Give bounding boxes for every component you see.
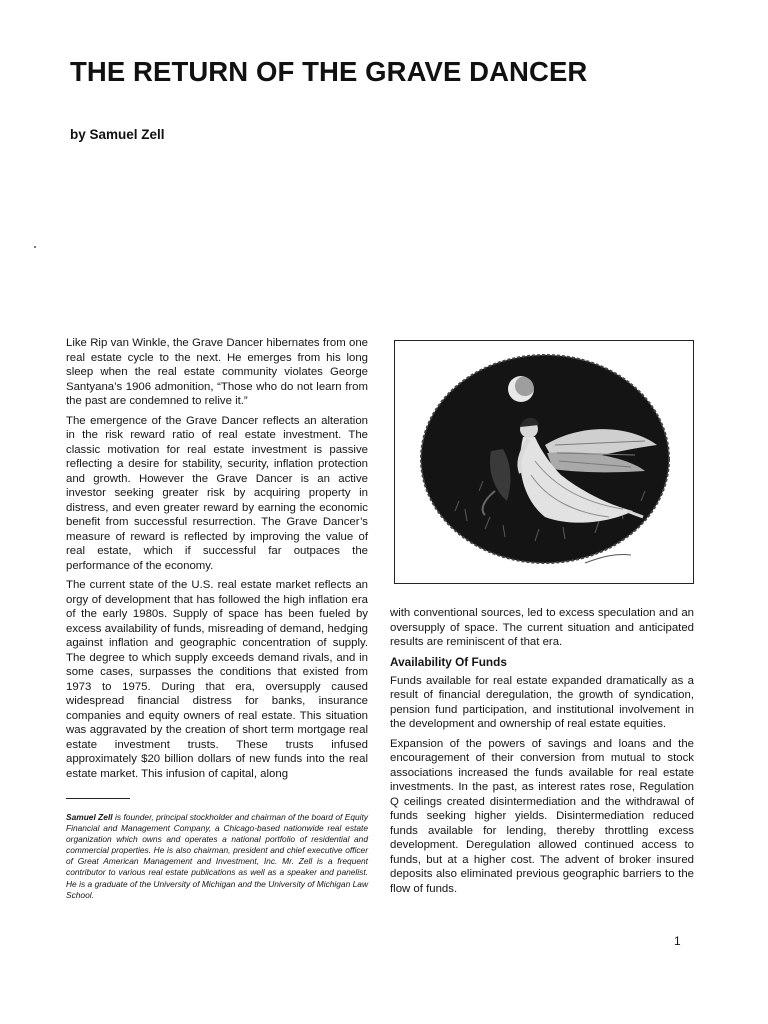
left-column	[66, 336, 368, 906]
author-footnote	[66, 812, 368, 901]
footnote-rule	[66, 798, 130, 799]
scan-speck	[34, 246, 36, 248]
paragraph: with conventional sources, led to excess speculation and an oversupply of space. The current situation and anticipated results are reminiscent of that era.	[390, 607, 694, 648]
article-title: THE RETURN OF THE GRAVE DANCER	[70, 56, 588, 87]
paragraph: The emergence of the Grave Dancer reflects an alteration in the risk reward ratio of real estate investment. The classic motivation for real estate investment is passive reflecting a desire for stability, security, inflation protection and growth. However the Grave Dancer is an active investor seeking greater risk by acquiring property in distress, and even greater reward by earning the economic benefit from successful resurrection. The Grave Dancer’s measure of reward is reflected by improving the value of real estate, which if successful far outpaces the performance of the economy.	[66, 414, 368, 572]
paragraph: Expansion of the powers of savings and loans and the encouragement of their conversion from mutual to stock associations increased the funds available for real estate investments. In the past, as interest rates rose, Regulation Q ceilings created disintermediation and the withdrawal of funds seeking higher yields. Disintermediation reduced funds available for lending, thereby throttling excess development. Deregulation allowed continued access to funds, but at a higher cost. The advent of broker insured deposits also eliminated previous geographic barriers to the flow of funds.	[390, 737, 694, 895]
byline: by Samuel Zell	[70, 127, 165, 142]
footnote-author-name: Samuel Zell	[66, 812, 113, 822]
page-number: 1	[674, 934, 681, 948]
right-column	[390, 606, 694, 901]
grave-dancer-figure	[394, 340, 694, 584]
grave-dancer-illustration-icon	[395, 341, 693, 583]
paragraph: The current state of the U.S. real estate market reflects an orgy of development that has followed the high inflation era of the early 1980s. Supply of space has been fueled by excess availability of funds, misreading of demand, hedging against inflation and geographic concentration of supply. The degree to which supply exceeds demand rivals, and in some cases, surpasses the conditions that existed from 1973 to 1975. During that era, oversupply caused widespread financial distress for banks, insurance companies and equity owners of real estate. This situation was aggravated by the creation of short term mortgage real estate investment trusts. These trusts infused approximately $20 billion dollars of new funds into the real estate market. This infusion of capital, along	[66, 579, 368, 780]
footnote-body: is founder, principal stockholder and chairman of the board of Equity Financial and Management Company, a Chicago-based nationwide real estate organization which owns and operates a national portfolio of residential and commercial properties. He is also chairman, president and chief executive officer of Great American Management and Investment, Inc. Mr. Zell is a frequent contributor to various real estate publications as well as a speaker and panelist. He is a graduate of the University of Michigan and the University of Michigan Law School.	[66, 812, 369, 900]
paragraph: Like Rip van Winkle, the Grave Dancer hibernates from one real estate cycle to the next. He emerges from his long sleep when the real estate community violates George Santyana’s 1906 admonition, “Those who do not learn from the past are condemned to relive it.”	[66, 337, 368, 407]
section-heading: Availability Of Funds	[390, 654, 507, 669]
paragraph: Funds available for real estate expanded dramatically as a result of financial deregulation, the growth of syndication, pension fund participation, and institutional involvement in the development and ownership of real estate equities.	[390, 674, 694, 730]
